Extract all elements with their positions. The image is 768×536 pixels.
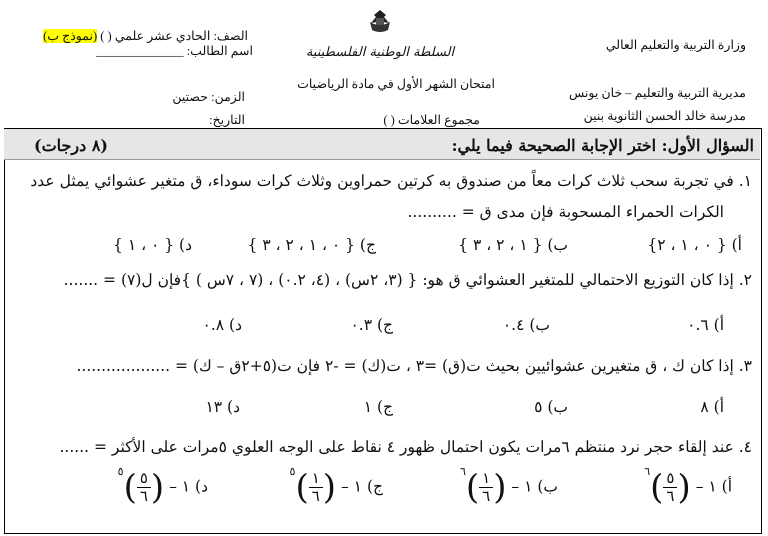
svg-text:السلطة الوطنية الفلسطينية: السلطة الوطنية الفلسطينية bbox=[305, 45, 455, 60]
directorate-name: مديرية التربية والتعليم – خان يونس bbox=[568, 86, 746, 100]
item1-option-d: د) { ٠ ، ١ } bbox=[113, 236, 192, 254]
exam-title: امتحان الشهر الأول في مادة الرياضيات bbox=[297, 77, 495, 91]
school-name: مدرسة خالد الحسن الثانوية بنين bbox=[583, 109, 746, 123]
palestinian-authority-logo bbox=[305, 8, 455, 70]
item3-option-d: د) ١٣ bbox=[205, 398, 240, 416]
item1-stem-line1: ١. في تجربة سحب ثلاث كرات معاً من صندوق به كرتين حمراوين وثلاث كرات سوداء، ق متغير عشوائي يمثل عدد bbox=[30, 172, 752, 190]
item3-stem: ٣. إذا كان ك ، ق متغيرين عشوائيين بحيث ت(ق) =٣ ، ت(ك) = -٢ فإن ت(٥+٢ق – ك) = ................... bbox=[76, 357, 752, 375]
item1-stem-line2: الكرات الحمراء المسحوبة فإن مدى ق = .......... bbox=[407, 203, 724, 221]
item3-option-a: أ) ٨ bbox=[700, 398, 724, 416]
model-badge: (نموذج ب) bbox=[43, 29, 98, 43]
item2-option-c: ج) ٠.٣ bbox=[350, 316, 393, 334]
exam-date: التاريخ: bbox=[209, 113, 245, 127]
item1-option-c: ج) { ٠ ، ١ ، ٢ ، ٣ } bbox=[247, 236, 376, 254]
ministry-name: وزارة التربية والتعليم العالي bbox=[605, 38, 746, 52]
item4-option-d: د) ١ – ( $\frac{٥}{٦}$ )$^٥$ bbox=[117, 465, 208, 508]
item4-option-c: ج) ١ – ( $\frac{١}{٦}$ )$^٥$ bbox=[289, 465, 383, 508]
item2-option-a: أ) ٠.٦ bbox=[687, 316, 724, 334]
total-marks: مجموع العلامات ( ) bbox=[383, 113, 480, 127]
item2-option-b: ب) ٠.٤ bbox=[502, 316, 550, 334]
item4-stem: ٤. عند إلقاء حجر نرد منتظم ٦مرات يكون احتمال ظهور ٤ نقاط على الوجه العلوي ٥مرات على الأكثر = ...... bbox=[59, 438, 752, 456]
item3-option-b: ب) ٥ bbox=[534, 398, 568, 416]
question-title: السؤال الأول: اختر الإجابة الصحيحة فيما يلي: bbox=[451, 136, 754, 155]
student-name-field: اسم الطالب: ______________ bbox=[96, 44, 253, 58]
item4-option-b: ب) ١ – ( $\frac{١}{٦}$ )$^٦$ bbox=[459, 465, 558, 508]
item4-option-a: أ) ١ – ( $\frac{٥}{٦}$ )$^٦$ bbox=[644, 465, 732, 508]
item2-option-d: د) ٠.٨ bbox=[202, 316, 242, 334]
exam-time: الزمن: حصتين bbox=[172, 90, 245, 104]
item3-option-c: ج) ١ bbox=[363, 398, 393, 416]
item1-option-b: ب) { ١ ، ٢ ، ٣ } bbox=[458, 236, 568, 254]
question-marks: (٨ درجات) bbox=[34, 136, 108, 155]
item2-stem: ٢. إذا كان التوزيع الاحتمالي للمتغير العشوائي ق هو: { (٣، ٢س) ، (٤، ٠.٢) ، (٧ ، ٧س ) }فإن ل(٧) = ....... bbox=[63, 271, 752, 289]
class-label: الصف: الحادي عشر علمي ( ) (نموذج ب) bbox=[43, 29, 248, 43]
item1-option-a: أ) { ٠ ، ١ ، ٢} bbox=[647, 236, 742, 254]
